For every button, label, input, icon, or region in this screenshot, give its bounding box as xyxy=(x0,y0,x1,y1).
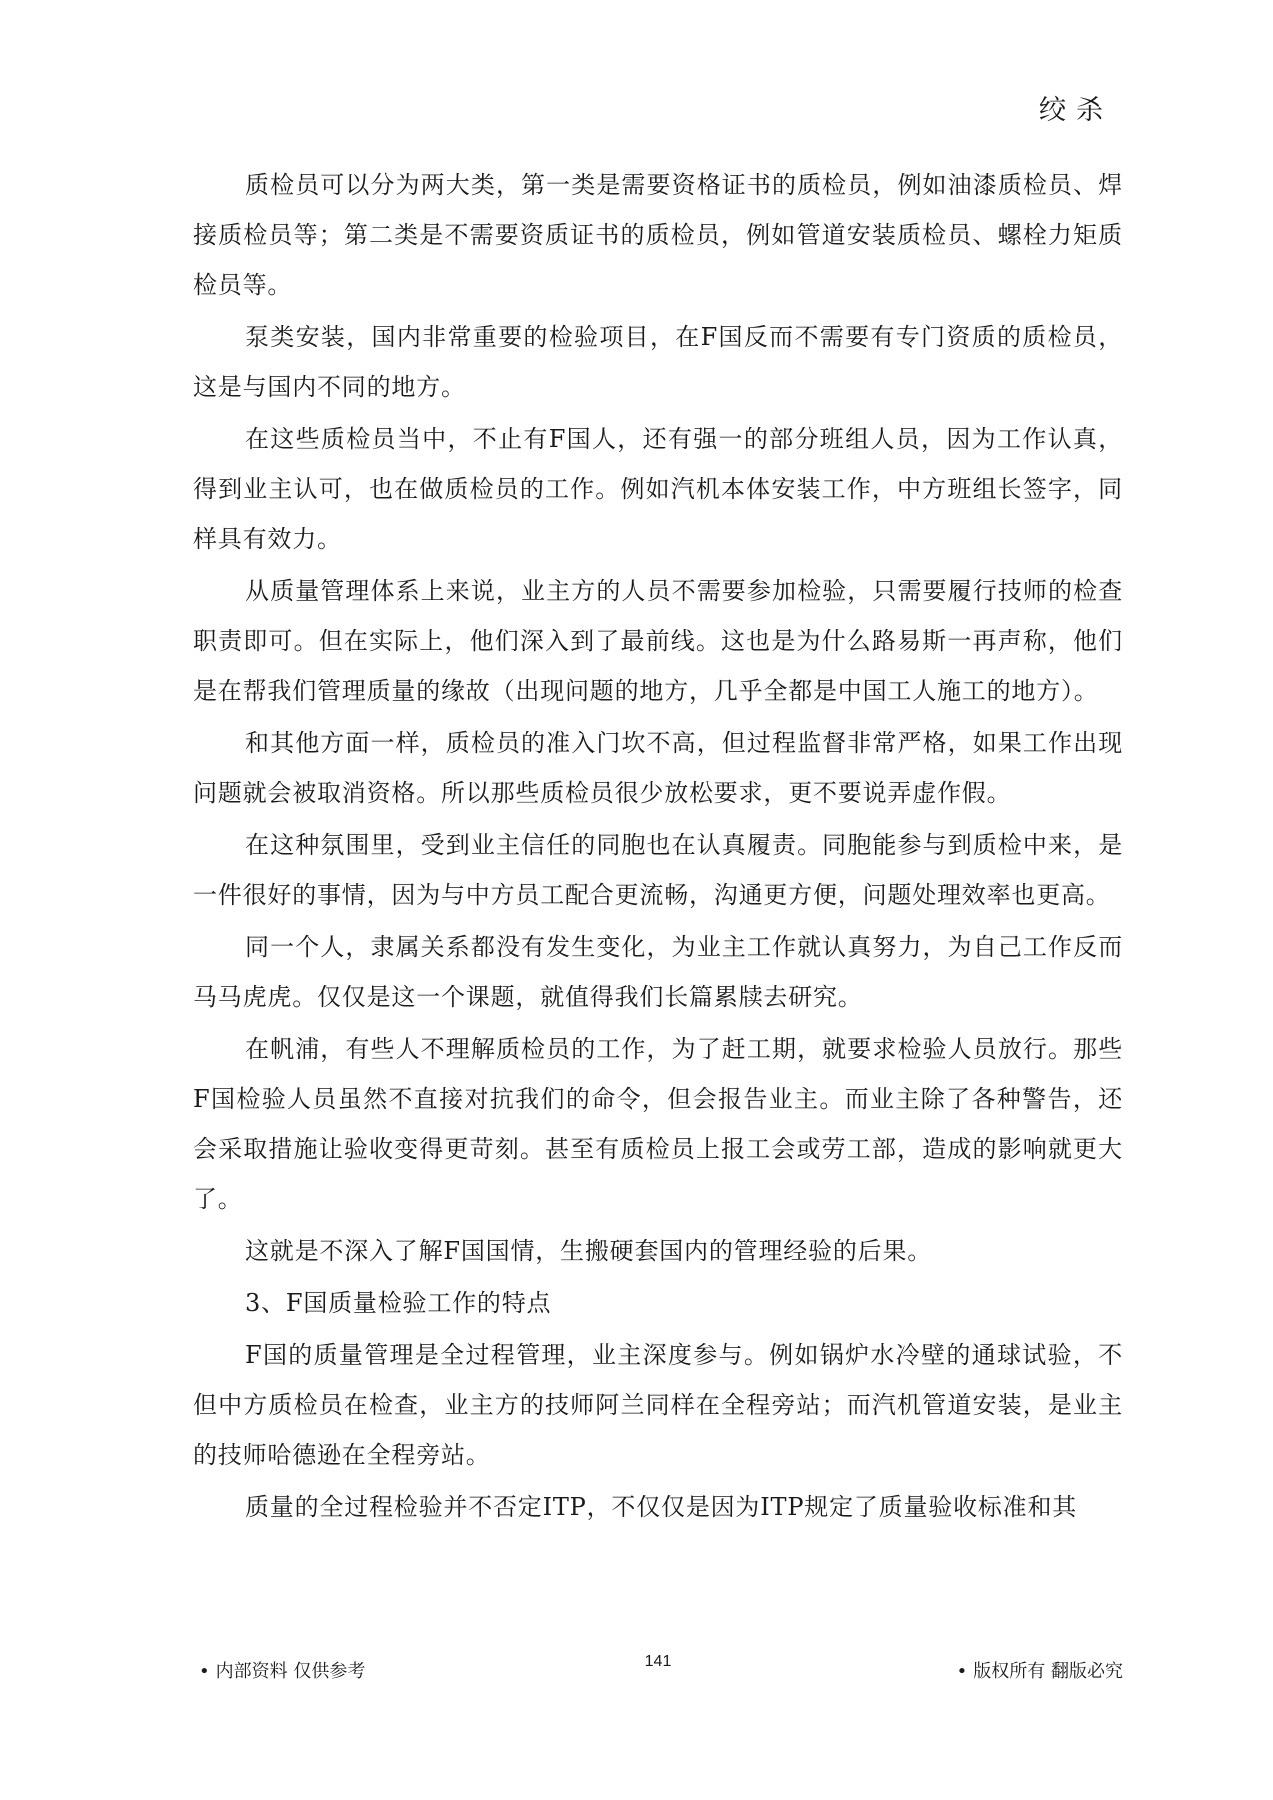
paragraph: 质检员可以分为两大类，第一类是需要资格证书的质检员，例如油漆质检员、焊接质检员等；第二类是不需要资质证书的质检员，例如管道安装质检员、螺栓力矩质检员等。 xyxy=(193,171,1123,299)
paragraph: 从质量管理体系上来说，业主方的人员不需要参加检验，只需要履行技师的检查职责即可。但在实际上，他们深入到了最前线。这也是为什么路易斯一再声称，他们是在帮我们管理质量的缘故（出现问题的地方，几乎全都是中国工人施工的地方）。 xyxy=(193,577,1123,705)
body-text xyxy=(193,160,1123,1534)
paragraph: 在这种氛围里，受到业主信任的同胞也在认真履责。同胞能参与到质检中来，是一件很好的事情，因为与中方员工配合更流畅，沟通更方便，问题处理效率也更高。 xyxy=(193,831,1123,909)
paragraph: 在帆浦，有些人不理解质检员的工作，为了赶工期，就要求检验人员放行。那些F国检验人员虽然不直接对抗我们的命令，但会报告业主。而业主除了各种警告，还会采取措施让验收变得更苛刻。甚至有质检员上报工会或劳工部，造成的影响就更大了。 xyxy=(193,1035,1123,1213)
bullet-icon: • xyxy=(199,1661,210,1682)
paragraph: 同一个人，隶属关系都没有发生变化，为业主工作就认真努力，为自己工作反而马马虎虎。仅仅是这一个课题，就值得我们长篇累牍去研究。 xyxy=(193,933,1123,1011)
footer-right-text: 版权所有 翻版必究 xyxy=(973,1661,1123,1682)
running-header-title: 绞杀 xyxy=(1039,95,1113,126)
paragraph: 在这些质检员当中，不止有F国人，还有强一的部分班组人员，因为工作认真，得到业主认可，也在做质检员的工作。例如汽机本体安装工作，中方班组长签字，同样具有效力。 xyxy=(193,425,1123,553)
paragraph: F国的质量管理是全过程管理，业主深度参与。例如锅炉水冷壁的通球试验，不但中方质检员在检查，业主方的技师阿兰同样在全程旁站；而汽机管道安装，是业主的技师哈德逊在全程旁站。 xyxy=(193,1341,1123,1469)
page-number: 141 xyxy=(644,1653,672,1670)
paragraph: 和其他方面一样，质检员的准入门坎不高，但过程监督非常严格，如果工作出现问题就会被取消资格。所以那些质检员很少放松要求，更不要说弄虚作假。 xyxy=(193,729,1123,807)
paragraph: 质量的全过程检验并不否定ITP，不仅仅是因为ITP规定了质量验收标准和其 xyxy=(245,1493,1078,1521)
page-footer xyxy=(193,1653,1123,1687)
section-heading: 3、F国质量检验工作的特点 xyxy=(245,1289,552,1317)
paragraph: 泵类安装，国内非常重要的检验项目，在F国反而不需要有专门资质的质检员，这是与国内不同的地方。 xyxy=(193,323,1123,401)
footer-right-note xyxy=(957,1657,1123,1683)
paragraph: 这就是不深入了解F国国情，生搬硬套国内的管理经验的后果。 xyxy=(245,1237,933,1265)
bullet-icon: • xyxy=(956,1661,968,1682)
footer-left-text: 内部资料 仅供参考 xyxy=(215,1661,366,1682)
